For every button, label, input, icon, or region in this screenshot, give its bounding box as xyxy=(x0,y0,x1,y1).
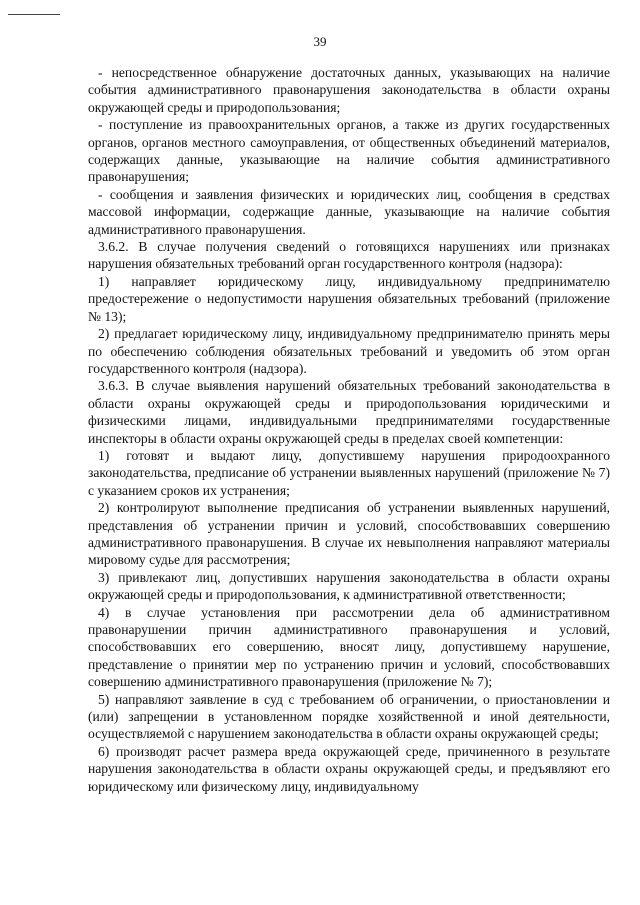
paragraph-agency-materials: - поступление из правоохранительных органов, а также из других государственных органов, органов местного самоуправления, от общественных объединений материалов, содержащих данные, указывающие на наличие события административного правонарушения; xyxy=(88,117,610,185)
paragraph-3-6-2-item-1: 1) направляет юридическому лицу, индивидуальному предпринимателю предостережение о недопустимости нарушения обязательных требований (приложение № 13); xyxy=(88,273,610,324)
paragraph-citizen-reports: - сообщения и заявления физических и юридических лиц, сообщения в средствах массовой информации, содержащие данные, указывающие на наличие события административного правонарушения. xyxy=(88,186,610,237)
document-body xyxy=(88,64,610,795)
paragraph-3-6-3-item-4: 4) в случае установления при рассмотрении дела об административном правонарушении причин административного правонарушения и условий, способствовавших его совершению, вносят лицу, допустившему нарушение, представление о принятии мер по устранению причин и условий, способствовавших совершению административного правонарушения (приложение № 7); xyxy=(88,604,610,690)
paragraph-3-6-3-item-6: 6) производят расчет размера вреда окружающей среде, причиненного в результате нарушения законодательства в области охраны окружающей среды, и предъявляют его юридическому или физическому лицу, индивидуальному xyxy=(88,743,610,794)
paragraph-section-3-6-2: 3.6.2. В случае получения сведений о готовящихся нарушениях или признаках нарушения обязательных требований орган государственного контроля (надзора): xyxy=(88,239,610,272)
paragraph-3-6-3-item-2: 2) контролируют выполнение предписания об устранении выявленных нарушений, представления об устранении причин и условий, способствовавших совершению административного правонарушения. В случае их невыполнения направляют материалы мировому судье для рассмотрения; xyxy=(88,500,610,568)
paragraph-3-6-2-item-2: 2) предлагает юридическому лицу, индивидуальному предпринимателю принять меры по обеспечению соблюдения обязательных требований и уведомить об этом орган государственного контроля (надзора). xyxy=(88,326,610,376)
paragraph-3-6-3-item-5: 5) направляют заявление в суд с требованием об ограничении, о приостановлении и (или) запрещении в установленном порядке хозяйственной и иной деятельности, осуществляемой с нарушением законодательства в области охраны окружающей среды; xyxy=(88,691,610,742)
page-number: 39 xyxy=(313,34,327,49)
paragraph-3-6-3-item-1: 1) готовят и выдают лицу, допустившему нарушения природоохранного законодательства, предписание об устранении выявленных нарушений (приложение № 7) с указанием сроков их устранения; xyxy=(88,447,610,498)
paragraph-direct-detection: - непосредственное обнаружение достаточных данных, указывающих на наличие события административного правонарушения законодательства в области охраны окружающей среды и природопользования; xyxy=(88,65,610,115)
scan-corner-mark xyxy=(8,14,60,15)
paragraph-3-6-3-item-3: 3) привлекают лиц, допустивших нарушения законодательства в области охраны окружающей среды и природопользования, к административной ответственности; xyxy=(88,569,610,603)
paragraph-section-3-6-3: 3.6.3. В случае выявления нарушений обязательных требований законодательства в области охраны окружающей среды и природопользования юридическими и физическими лицами, индивидуальными предпринимателями государственные инспекторы в области охраны окружающей среды в пределах своей компетенции: xyxy=(88,378,610,446)
